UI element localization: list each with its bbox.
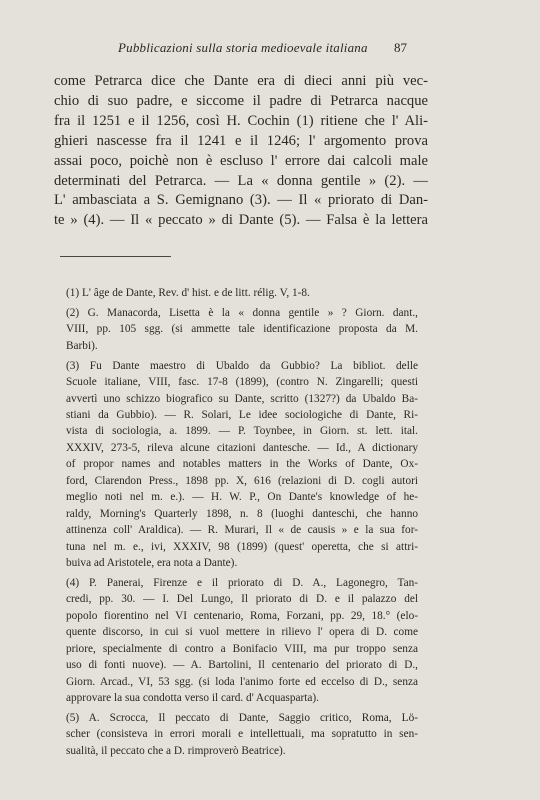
page-number: 87: [394, 40, 407, 55]
body-line: come Petrarca dice che Dante era di dieci anni più vec-: [54, 73, 428, 89]
footnote-line: raldy, Morning's Quarterly 1898, n. 8 (luoghi danteschi, che hanno: [66, 507, 418, 520]
footnote-line: approvare la sua condotta verso il card. d' Acquasparta).: [66, 692, 319, 705]
body-line: ghieri nascesse fra il 1241 e il 1246; l' argomento prova: [54, 132, 428, 149]
footnote-line: Giorn. Arcad., VI, 53 sgg. (si loda l'animo forte ed eccelso di D., senza: [66, 675, 418, 688]
footnote-line: Scuole italiane, VIII, fasc. 17-8 (1899), (contro N. Zingarelli; questi: [66, 376, 418, 389]
footnote-line: vista di sociologia, a. 1899. — P. Toynbee, in Giorn. st. lett. ital.: [66, 425, 418, 438]
running-title: Pubblicazioni sulla storia medioevale italiana: [118, 40, 368, 55]
footnote-line: (3) Fu Dante maestro di Ubaldo da Gubbio? La bibliot. delle: [66, 359, 418, 372]
footnote-line: ford, Clarendon Press., 1898 pp. X, 616 (relazioni di D. cogli autori: [66, 474, 418, 487]
footnote-line: buiva ad Aristotele, era nota a Dante).: [66, 557, 238, 570]
footnote-line: sualità, il peccato che a D. rimproverò Beatrice).: [66, 744, 286, 757]
footnote-line: priore, specialmente di contro a Bonifacio VIII, ma pur troppo senza: [66, 642, 418, 655]
footnote-line: Barbi).: [66, 339, 98, 352]
footnotes: [66, 285, 418, 763]
footnote-line: (1) L' âge de Dante, Rev. d' hist. e de litt. rélig. V, 1-8.: [66, 287, 310, 299]
body-paragraph: [54, 72, 428, 231]
body-line: chio di suo padre, e siccome il padre di Petrarca nacque: [54, 92, 428, 109]
body-line: fra il 1251 e il 1256, così H. Cochin (1) ritiene che l' Ali-: [54, 112, 428, 129]
footnote-line: (4) P. Panerai, Firenze e il priorato di D. A., Lagonegro, Tan-: [66, 576, 418, 589]
footnote-line: stiani da Gubbio). — R. Solari, Le idee sociologiche di Dante, Ri-: [66, 408, 418, 421]
body-line: te » (4). — Il « peccato » di Dante (5). — Falsa è la lettera: [54, 212, 428, 229]
footnote-line: attinenza coll' Araldica). — R. Murari, Il « de causis » e la sua for-: [66, 524, 418, 537]
footnote-line: VIII, pp. 105 sgg. (si ammette tale identificazione proposta da M.: [66, 323, 418, 336]
footnote-rule: [60, 256, 171, 257]
footnote-line: quente discorso, in cui si vuol mettere in rilievo l' opera di D. come: [66, 626, 418, 639]
footnote-5: [66, 710, 418, 759]
footnote-3: [66, 358, 418, 572]
footnote-1: [66, 285, 418, 301]
footnote-4: [66, 575, 418, 707]
body-line: L' ambasciata a S. Gemignano (3). — Il « priorato di Dan-: [54, 192, 428, 209]
footnote-line: of propor names and notables matters in the Works of Dante, Ox-: [66, 458, 418, 471]
body-line: determinati del Petrarca. — La « donna gentile » (2). —: [54, 172, 428, 189]
footnote-line: uso di fonti nuove). — A. Bartolini, Il centenario del priorato di D.,: [66, 659, 418, 672]
footnote-line: scher (consisteva in errori morali e intellettuali, ma sopratutto in sen-: [66, 728, 418, 741]
footnote-line: XXXIV, 273-5, rileva alcune citazioni dantesche. — Id., A dictionary: [66, 441, 418, 454]
body-line: assai poco, poichè non è escluso l' errore dai calcoli male: [54, 152, 428, 169]
footnote-line: credi, pp. 30. — I. Del Lungo, Il priorato di D. e il palazzo del: [66, 593, 418, 606]
footnote-line: popolo fiorentino nel VI centenario, Roma, Forzani, pp. 29, 18.° (elo-: [66, 609, 418, 622]
footnote-2: [66, 305, 418, 354]
footnote-line: tuna nel m. e., ivi, XXXIV, 98 (1899) (quest' operetta, che si attri-: [66, 540, 418, 553]
footnote-line: (2) G. Manacorda, Lisetta è la « donna gentile » ? Giorn. dant.,: [66, 306, 418, 319]
footnote-line: (5) A. Scrocca, Il peccato di Dante, Saggio critico, Roma, Lö-: [66, 711, 418, 724]
footnote-line: meglio noti nel m. e.). — H. W. P., On Dante's knowledge of he-: [66, 491, 418, 504]
footnote-line: avvertì uno schizzo biografico su Dante, scritto (1327?) da Ubaldo Ba-: [66, 392, 418, 405]
